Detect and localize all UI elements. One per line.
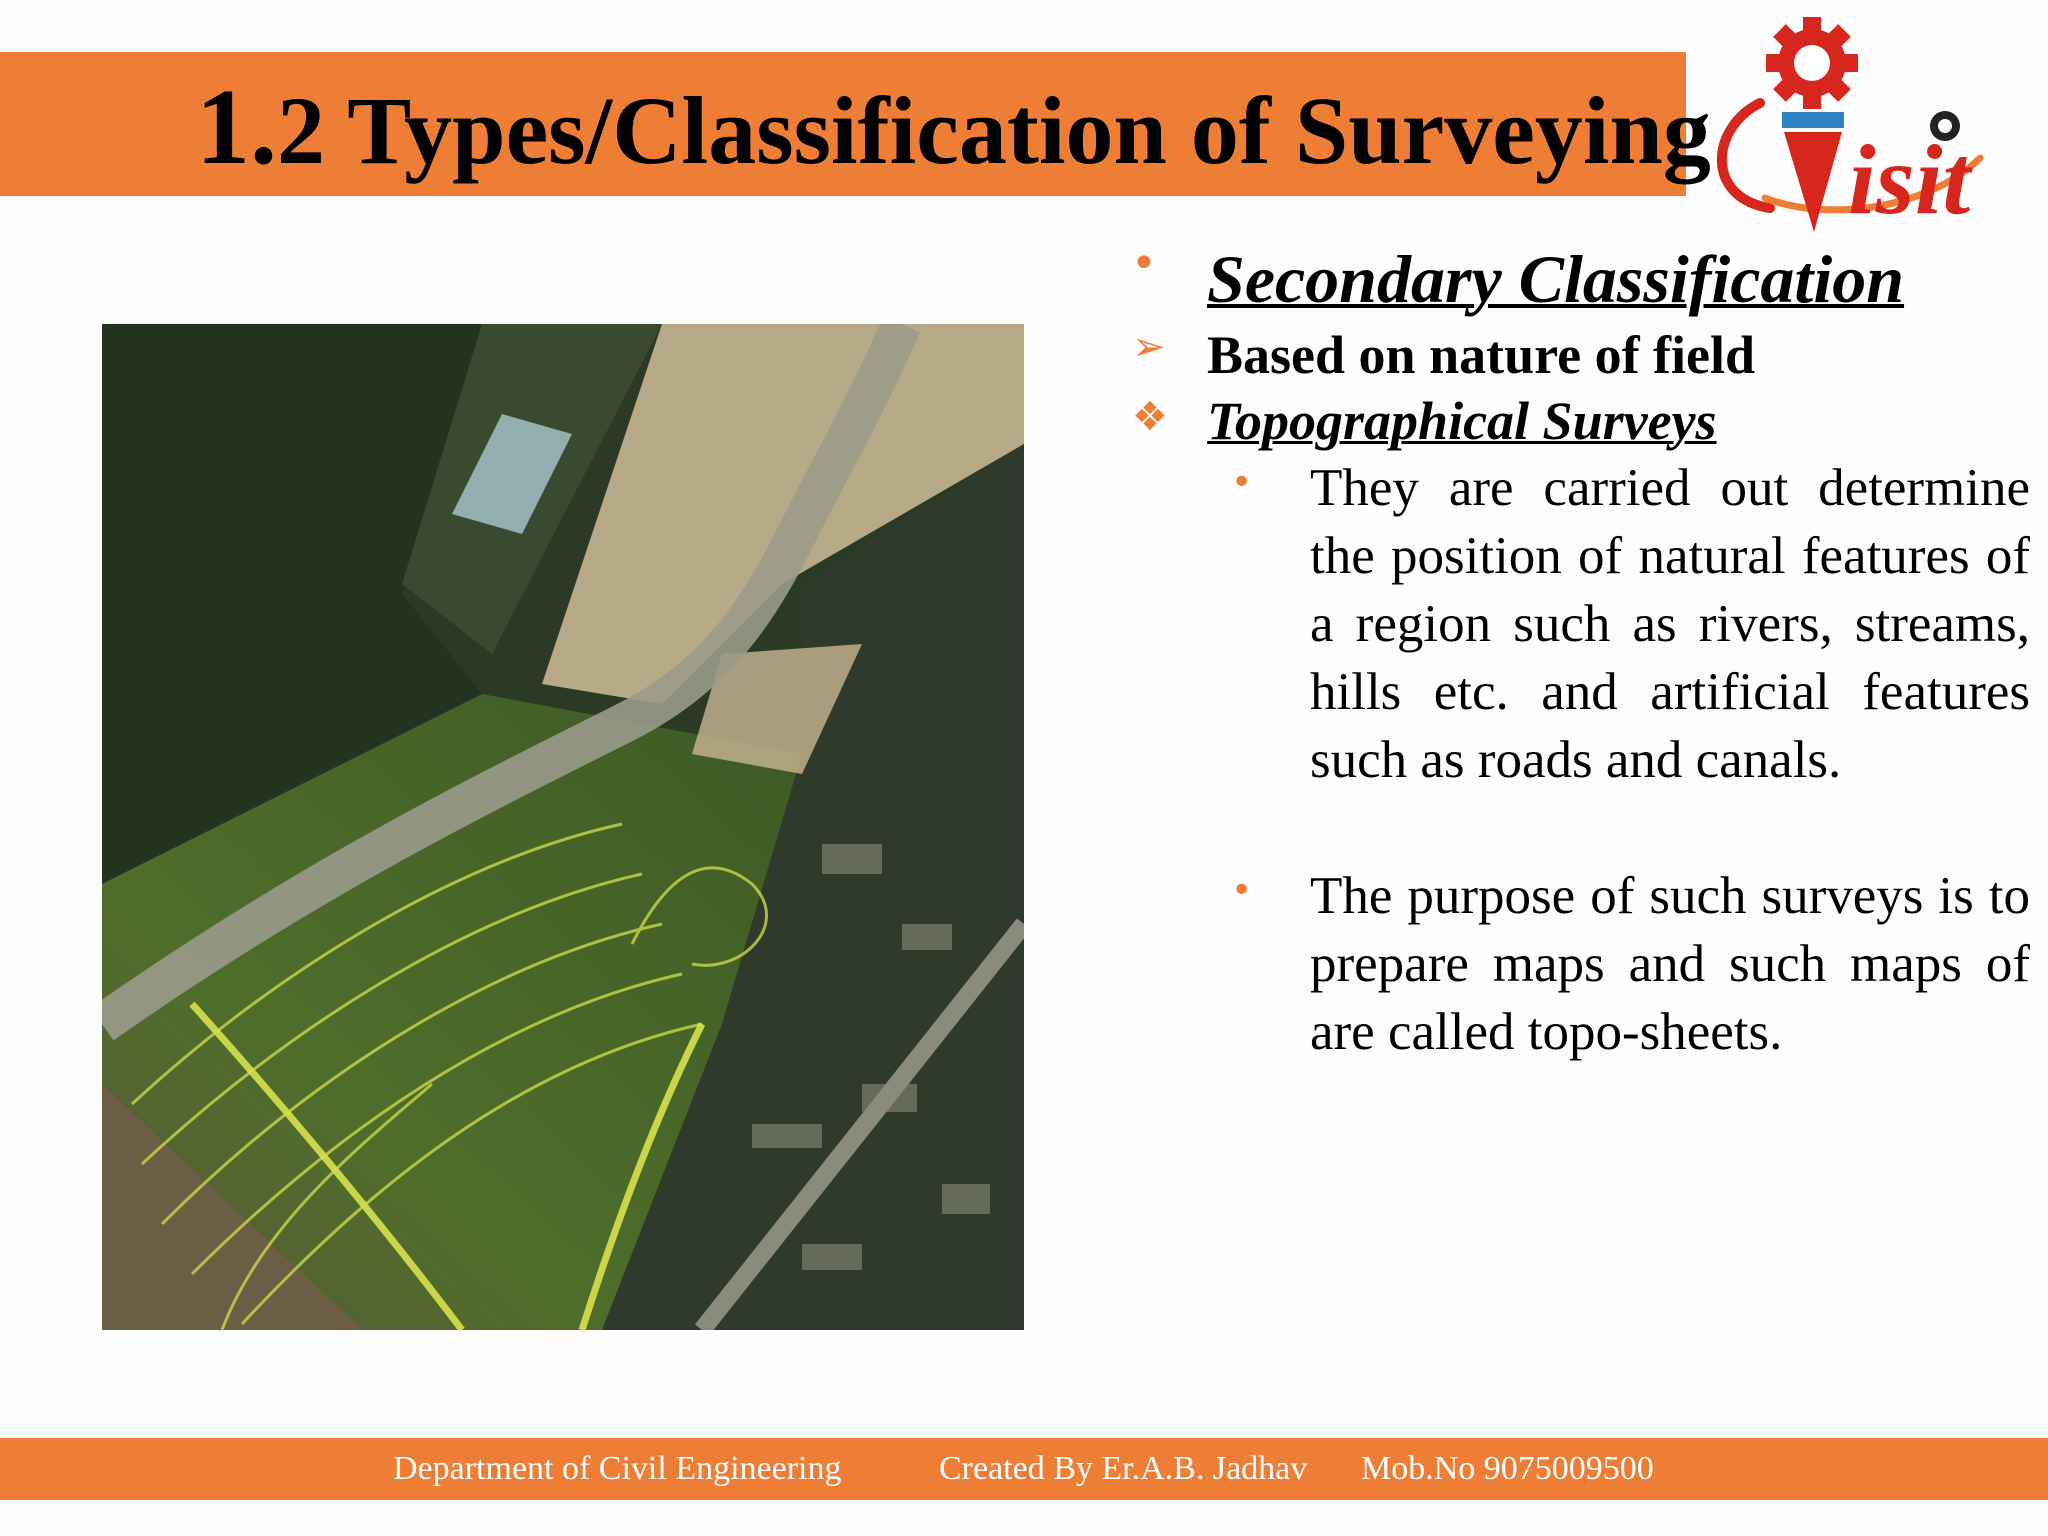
bullet-text: The purpose of such surveys is to prepare maps and such maps of are called topo-sheets. xyxy=(1310,867,2030,1061)
slide-title xyxy=(196,68,1711,187)
bullet-dot-icon: • xyxy=(1231,870,1253,911)
diamond-bullet-icon: ❖ xyxy=(1132,394,1168,440)
title-text: 2 Types/Classification of Surveying xyxy=(277,77,1711,184)
footer-mobile: Mob.No 9075009500 xyxy=(1361,1450,1654,1487)
aerial-topographic-photo xyxy=(102,324,1024,1330)
topic-topographical-surveys: Topographical Surveys xyxy=(1207,391,1717,451)
footer-creator: Created By Er.A.B. Jadhav xyxy=(939,1450,1308,1487)
title-number: 1. xyxy=(196,68,277,187)
subheading-nature-of-field: Based on nature of field xyxy=(1207,325,1756,385)
arrow-bullet-icon: ➢ xyxy=(1132,324,1166,370)
bullet-dot-icon: • xyxy=(1231,462,1253,503)
isit-logo xyxy=(1700,8,2010,238)
logo-text: isit xyxy=(1848,124,1971,235)
gear-icon xyxy=(1766,17,1858,109)
bullet-dot-icon: • xyxy=(1131,238,1157,289)
heading-secondary-classification: Secondary Classification xyxy=(1207,241,1905,317)
bullet-text: They are carried out determine the position of natural features of a region such as rivers, streams, hills etc. and artificial features such as roads and canals. xyxy=(1310,459,2030,789)
footer-department: Department of Civil Engineering xyxy=(393,1450,842,1487)
